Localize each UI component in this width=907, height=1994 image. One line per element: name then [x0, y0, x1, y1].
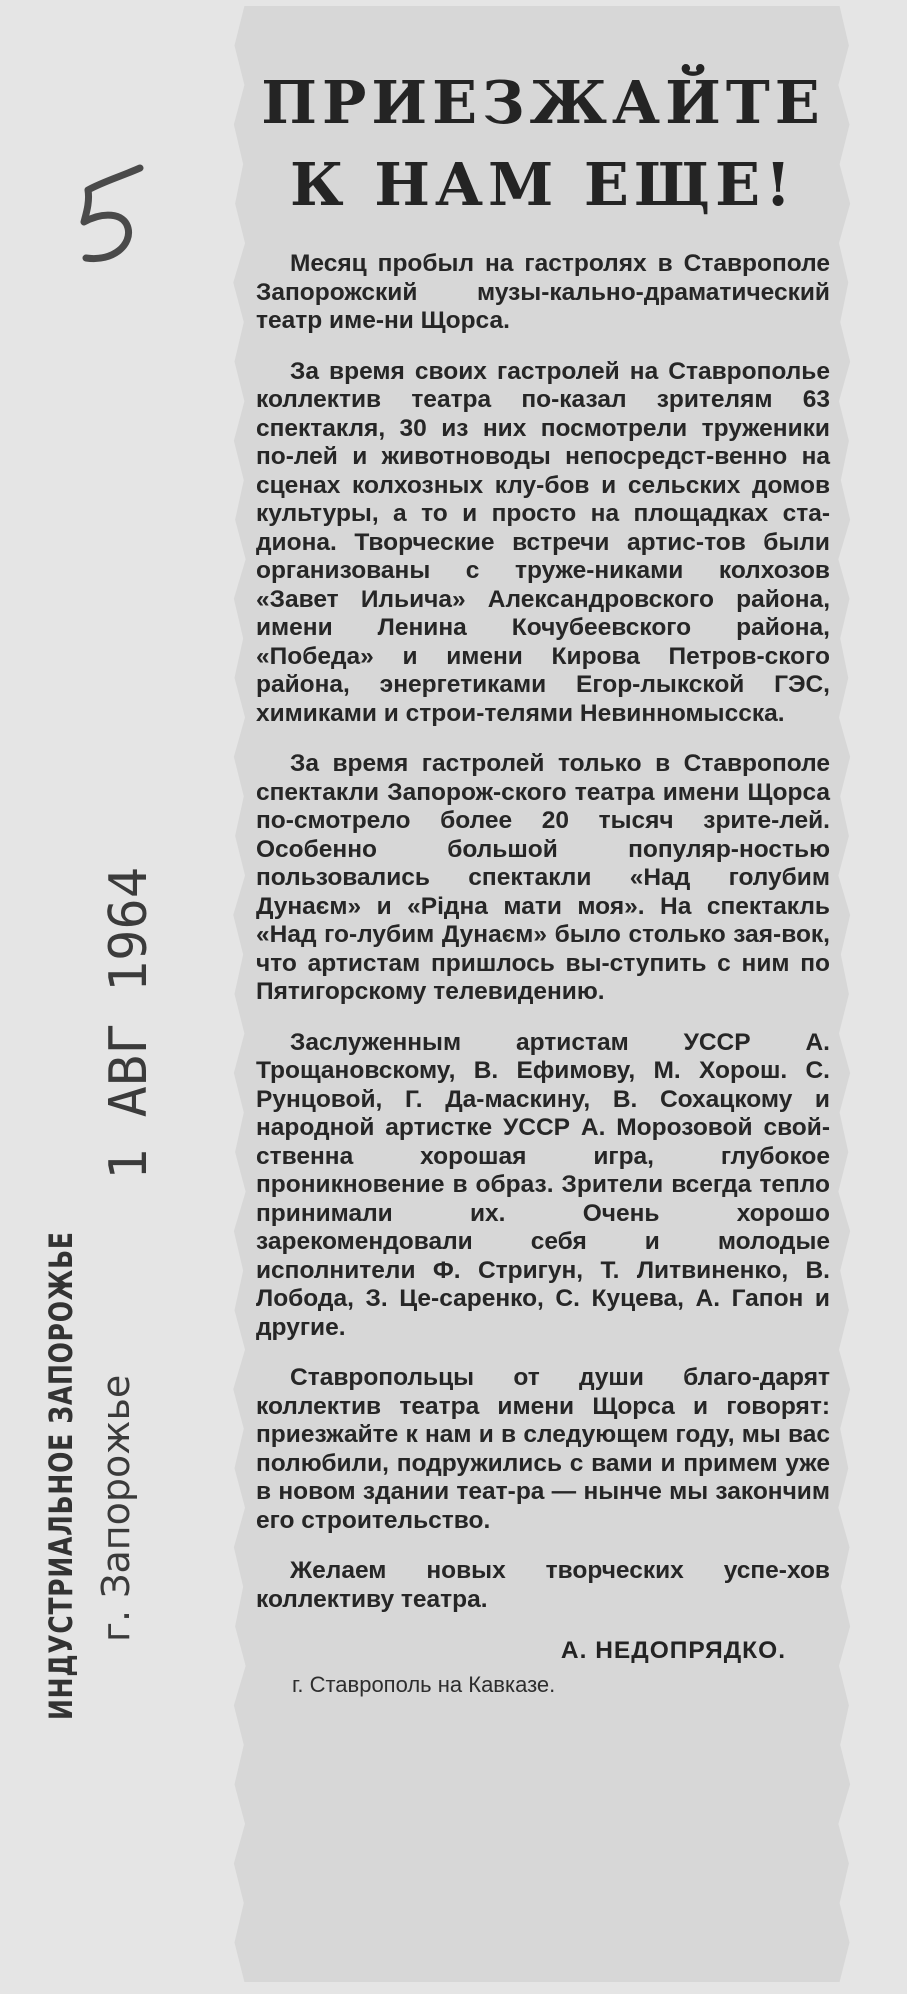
author-signature: А. НЕДОПРЯДКО. [560, 1637, 786, 1664]
handwritten-page-number [62, 162, 156, 270]
stamp-date: 1 АВГ 1964 [99, 866, 159, 1180]
stamp-newspaper-name: ИНДУСТРИАЛЬНОЕ ЗАПОРОЖЬЕ [42, 1231, 80, 1720]
paragraph: Заслуженным артистам УССР А. Трощановскому, В. Ефимову, М. Хорош. С. Рунцовой, Г. Да-маскину, В. Сохацкому и народной артистке УССР А. Морозовой свой-ственна хорошая игра, глубокое проникновение в образ. Зрители всегда тепло принимали их. Очень хорошо зарекомендовали себя и молодые исполнители Ф. Стригун, Т. Литвиненко, В. Лобода, З. Це-саренко, С. Куцева, А. Гапон и другие. [256, 1028, 830, 1341]
paragraph: За время своих гастролей на Ставрополье коллектив театра по-казал зрителям 63 спектакля, 30 из них посмотрели труженики по-лей и животноводы непосредст-венно на сценах колхозных клу-бов и сельских домов культуры, а то и просто на площадках ста-диона. Творческие встречи артис-тов были организованы с труже-никами колхозов «Завет Ильича» Александровского района, имени Ленина Кочубеевского района, «Победа» и имени Кирова Петров-ского района, энергетиками Егор-лыкской ГЭС, химиками и строи-телями Невинномысска. [256, 357, 830, 727]
paragraph: Месяц пробыл на гастролях в Ставрополе Запорожский музы-кально-драматический театр име-ни Щорса. [256, 250, 830, 334]
paragraph: За время гастролей только в Ставрополе спектакли Запорож-ского театра имени Щорса по-смотрело более 20 тысяч зрите-лей. Особенно большой популяр-ностью пользовались спектакли «Над голубим Дунаєм» и «Рідна мати моя». На спектакль «Над го-лубим Дунаєм» было столько зая-вок, что артистам пришлось вы-ступить с ним по Пятигорскому телевидению. [256, 750, 830, 1005]
article-body [256, 250, 830, 1614]
stamp-city: г. Запорожье [94, 1374, 138, 1642]
article [256, 62, 830, 1700]
headline-line-1: ПРИЕЗЖАЙТЕ [261, 68, 825, 137]
headline [256, 62, 830, 226]
headline-line-2: К НАМ ЕЩЕ! [290, 150, 796, 219]
paragraph: Желаем новых творческих успе-хов коллективу театра. [256, 1557, 830, 1613]
dateline: г. Ставрополь на Кавказе. [292, 1672, 556, 1697]
paragraph: Ставропольцы от души благо-дарят коллектив театра имени Щорса и говорят: приезжайте к нам и в следующем году, мы вас полюбили, подружились с вами и примем уже в новом здании теат-ра — нынче мы закончим его строительство. [256, 1364, 830, 1534]
